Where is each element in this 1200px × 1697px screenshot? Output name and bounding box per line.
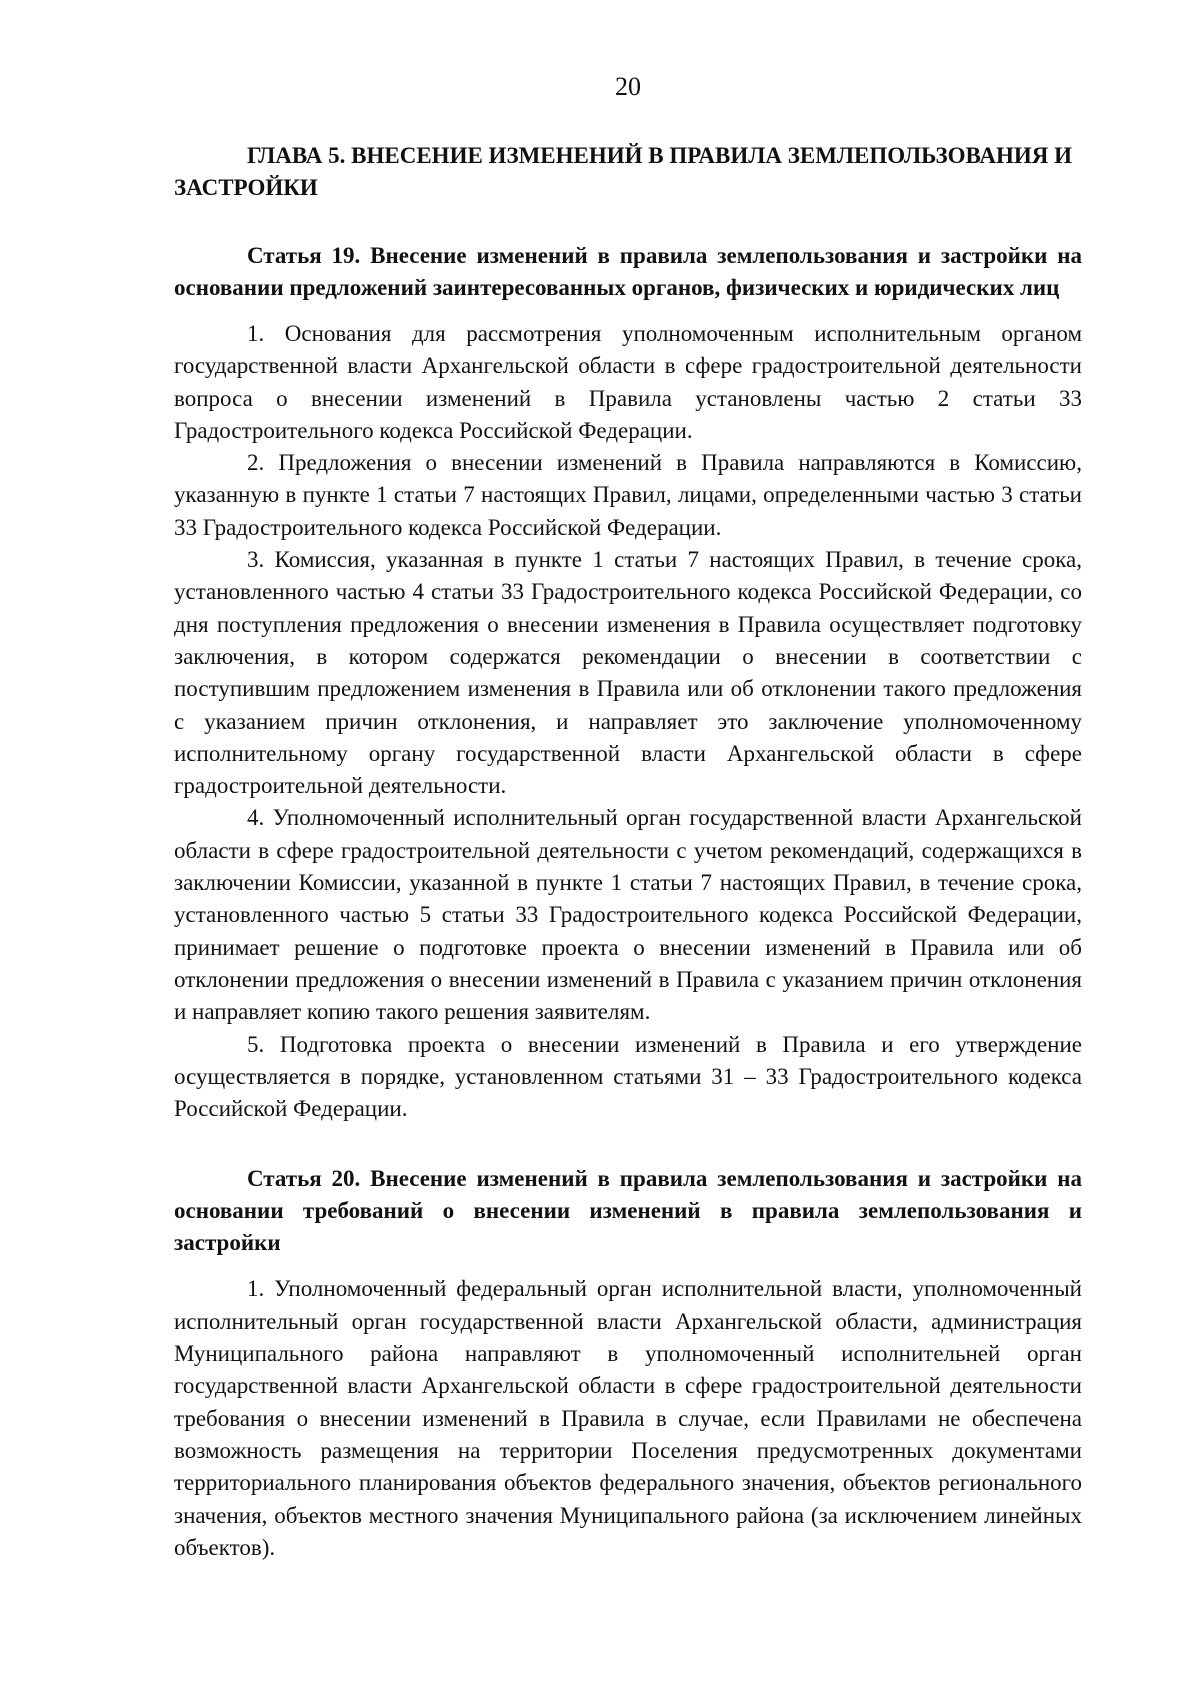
article-19 — [174, 240, 1082, 1125]
paragraph: 4. Уполномоченный исполнительный орган государственной власти Архангельской области в сфере градостроительной деятельности с учетом рекомендаций, содержащихся в заключении Комиссии, указанной в пункте 1 статьи 7 настоящих Правил, в течение срока, установленного частью 5 статьи 33 Градостроительного кодекса Российской Федерации, принимает решение о подготовке проекта о внесении изменений в Правила или об отклонении предложения о внесении изменений в Правила с указанием причин отклонения и направляет копию такого решения заявителям. — [174, 805, 1082, 1025]
paragraph: 2. Предложения о внесении изменений в Правила направляются в Комиссию, указанную в пункте 1 статьи 7 настоящих Правил, лицами, определенными частью 3 статьи 33 Градостроительного кодекса Российской Федерации. — [174, 450, 1082, 540]
article-title: Статья 20. Внесение изменений в правила землепользования и застройки на основании требований о внесении изменений в правила землепользования и застройки — [174, 1166, 1082, 1256]
page-number: 20 — [615, 72, 641, 101]
paragraph: 1. Уполномоченный федеральный орган исполнительной власти, уполномоченный исполнительный орган государственной власти Архангельской области, администрация Муниципального района направляют в уполномоченный исполнительней орган государственной власти Архангельской области в сфере градостроительной деятельности требования о внесении изменений в Правила в случае, если Правилами не обеспечена возможность размещения на территории Поселения предусмотренных документами территориального планирования объектов федерального значения, объектов регионального значения, объектов местного значения Муниципального района (за исключением линейных объектов). — [174, 1276, 1082, 1560]
article-title: Статья 19. Внесение изменений в правила землепользования и застройки на основании предложений заинтересованных органов, физических и юридических лиц — [174, 243, 1082, 300]
paragraph: 5. Подготовка проекта о внесении изменений в Правила и его утверждение осуществляется в порядке, установленном статьями 31 – 33 Градостроительного кодекса Российской Федерации. — [174, 1031, 1082, 1122]
paragraph: 3. Комиссия, указанная в пункте 1 статьи 7 настоящих Правил, в течение срока, установленного частью 4 статьи 33 Градостроительного кодекса Российской Федерации, со дня поступления предложения о внесении изменения в Правила осуществляет подготовку заключения, в котором содержатся рекомендации о внесении в соответствии с поступившим предложением изменения в Правила или об отклонении такого предложения с указанием причин отклонения, и направляет это заключение уполномоченному исполнительному органу государственной власти Архангельской области в сфере градостроительной деятельности. — [174, 547, 1082, 799]
paragraph: 1. Основания для рассмотрения уполномоченным исполнительным органом государственной власти Архангельской области в сфере градостроительной деятельности вопроса о внесении изменений в Правила установлены частью 2 статьи 33 Градостроительного кодекса Российской Федерации. — [174, 321, 1082, 443]
chapter-title: ГЛАВА 5. ВНЕСЕНИЕ ИЗМЕНЕНИЙ В ПРАВИЛА ЗЕМЛЕПОЛЬЗОВАНИЯ И ЗАСТРОЙКИ — [174, 143, 1073, 200]
article-20 — [174, 1163, 1082, 1564]
